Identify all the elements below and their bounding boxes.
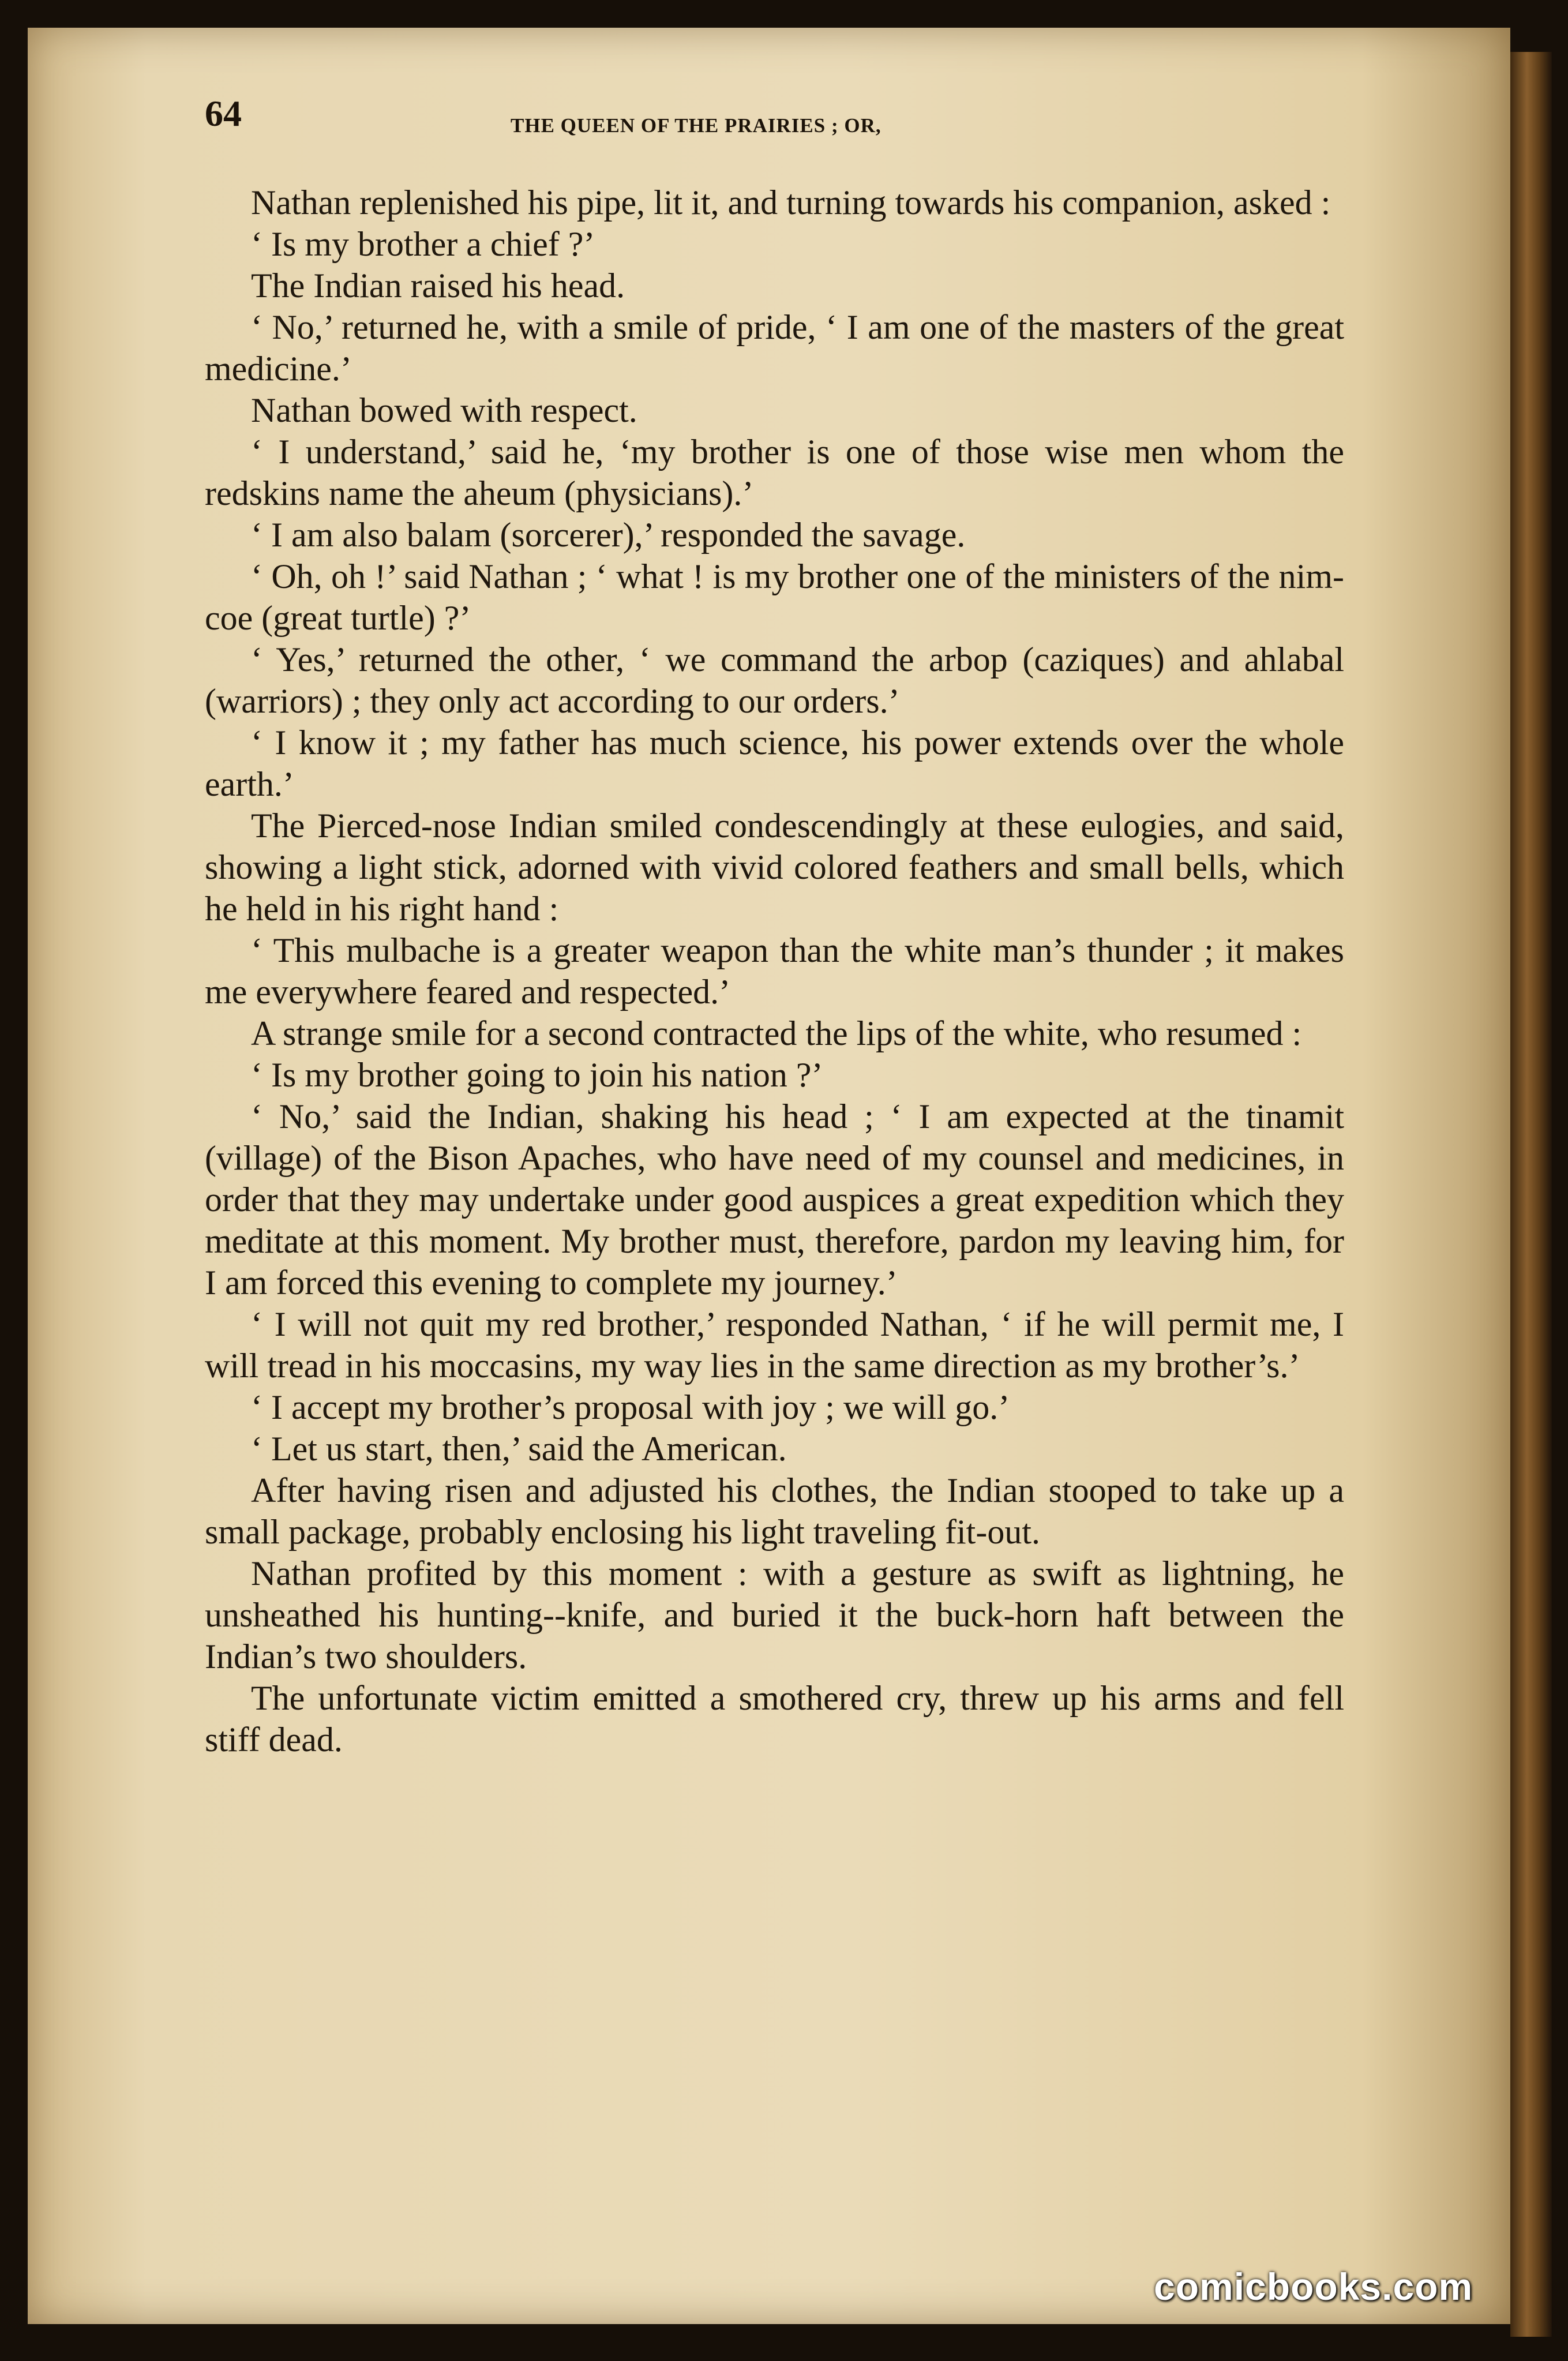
- paragraph: ‘ I understand,’ said he, ‘my brother is one of those wise men whom the redskins name the aheum (physicians).’: [205, 433, 1344, 512]
- paragraph: A strange smile for a second contracted the lips of the white, who resumed :: [251, 1014, 1302, 1052]
- paragraph: ‘ Yes,’ returned the other, ‘ we command the arbop (caziques) and ahlabal (warriors) ; they only act according to our orders.’: [205, 640, 1344, 720]
- paragraph: ‘ I am also balam (sorcerer),’ responded the savage.: [251, 516, 966, 554]
- paragraph: The Pierced-nose Indian smiled condescendingly at these eulogies, and said, showing a light stick, adorned with vivid colored feathers and small bells, which he held in his right hand :: [205, 807, 1344, 928]
- paragraph: ‘ No,’ returned he, with a smile of pride, ‘ I am one of the masters of the great medicine.’: [205, 308, 1344, 388]
- book-spine-edge: [1510, 52, 1552, 2337]
- paragraph: After having risen and adjusted his clothes, the Indian stooped to take up a small package, probably enclosing his light traveling fit-out.: [205, 1471, 1344, 1551]
- body-text: [205, 182, 1344, 1760]
- paragraph: ‘ This mulbache is a greater weapon than the white man’s thunder ; it makes me everywhere feared and respected.’: [205, 931, 1344, 1011]
- paragraph: ‘ No,’ said the Indian, shaking his head ; ‘ I am expected at the tinamit (village) of the Bison Apaches, who have need of my counsel and medicines, in order that they may undertake under good auspices a great expedition which they meditate at this moment. My brother must, therefore, pardon my leaving him, for I am forced this evening to complete my journey.’: [205, 1097, 1344, 1302]
- running-head: THE QUEEN OF THE PRAIRIES ; OR,: [511, 114, 881, 137]
- site-watermark: comicbooks.com: [1154, 2265, 1473, 2308]
- page-number: 64: [205, 93, 242, 134]
- paragraph: ‘ I accept my brother’s proposal with joy ; we will go.’: [251, 1388, 1010, 1426]
- paragraph: The Indian raised his head.: [251, 267, 625, 305]
- paragraph: ‘ I know it ; my father has much science, his power extends over the whole earth.’: [205, 724, 1344, 803]
- paragraph: The unfortunate victim emitted a smothered cry, threw up his arms and fell stiff dead.: [205, 1679, 1344, 1759]
- paragraph: Nathan profited by this moment : with a gesture as swift as lightning, he unsheathed his hunting--knife, and buried it the buck-horn haft between the Indian’s two shoulders.: [205, 1554, 1344, 1676]
- paragraph: ‘ Is my brother a chief ?’: [251, 225, 595, 263]
- paragraph: Nathan replenished his pipe, lit it, and turning towards his companion, asked :: [251, 183, 1331, 222]
- paragraph: Nathan bowed with respect.: [251, 391, 637, 429]
- paragraph: ‘ Oh, oh !’ said Nathan ; ‘ what ! is my brother one of the ministers of the nim-coe (great turtle) ?’: [205, 557, 1344, 637]
- paragraph: ‘ Is my brother going to join his nation ?’: [251, 1056, 823, 1094]
- paragraph: ‘ I will not quit my red brother,’ responded Nathan, ‘ if he will permit me, I will tread in his moccasins, my way lies in the same direction as my brother’s.’: [205, 1305, 1344, 1385]
- paragraph: ‘ Let us start, then,’ said the American.: [251, 1430, 787, 1468]
